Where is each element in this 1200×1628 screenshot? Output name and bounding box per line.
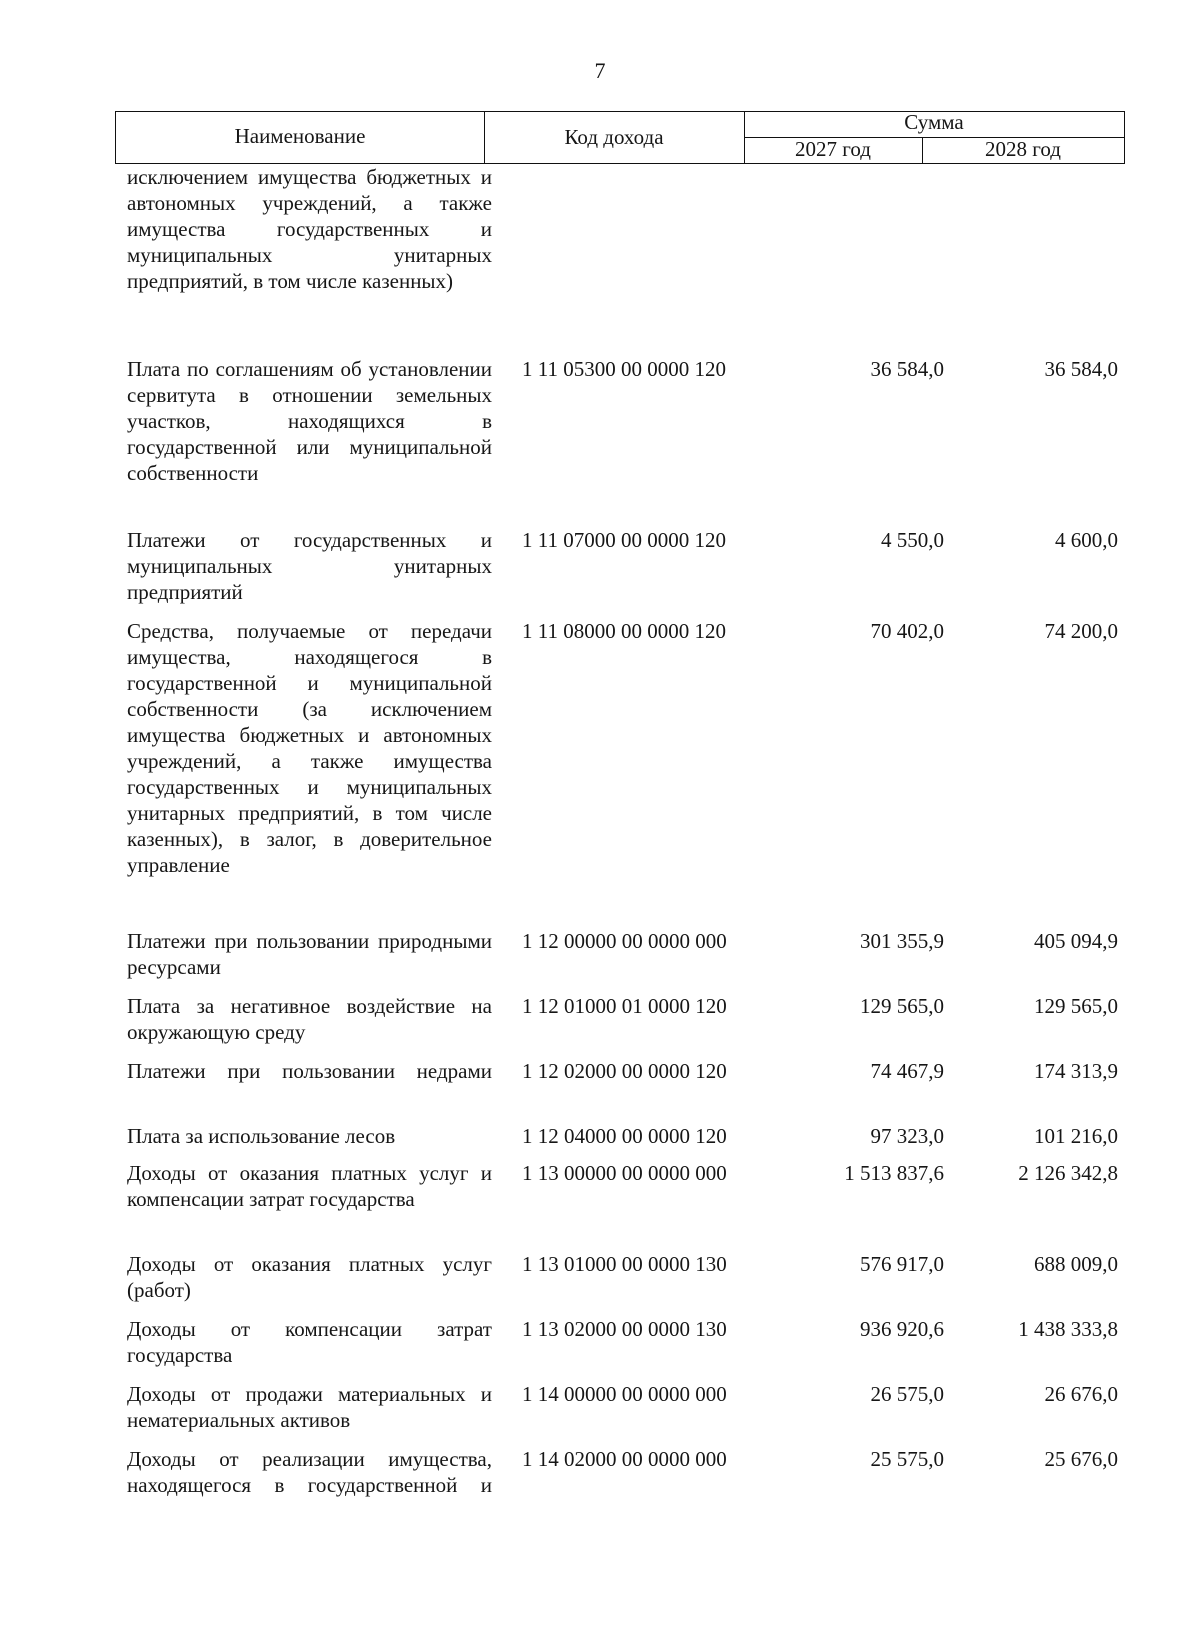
row-code: 1 12 02000 00 0000 120 (522, 1059, 727, 1083)
row-value-2028: 25 676,0 (1044, 1447, 1118, 1471)
row-name: Плата по соглашениям об установлении сервитута в отношении земельных участков, находящихся в государственной или муниципальной собственности (127, 357, 492, 485)
row-code: 1 14 02000 00 0000 000 (522, 1447, 727, 1471)
row-name: Плата за негативное воздействие на окружающую среду (127, 994, 492, 1044)
row-value-2028: 174 313,9 (1034, 1059, 1118, 1083)
row-name: Доходы от реализации имущества, находящегося в государственной и (127, 1447, 492, 1497)
row-code: 1 11 05300 00 0000 120 (522, 357, 726, 381)
row-value-2028: 129 565,0 (1034, 994, 1118, 1018)
row-value-2028: 1 438 333,8 (1018, 1317, 1118, 1341)
row-code: 1 13 00000 00 0000 000 (522, 1161, 727, 1185)
row-name: исключением имущества бюджетных и автономных учреждений, а также имущества государственных и муниципальных унитарных предприятий, в том числе казенных) (127, 165, 492, 293)
row-name: Платежи при пользовании недрами (127, 1059, 492, 1083)
row-value-2027: 25 575,0 (870, 1447, 944, 1471)
row-name: Платежи при пользовании природными ресурсами (127, 929, 492, 979)
row-value-2028: 688 009,0 (1034, 1252, 1118, 1276)
header-year-2027: 2027 год (795, 137, 871, 161)
row-value-2027: 97 323,0 (870, 1124, 944, 1148)
row-value-2027: 26 575,0 (870, 1382, 944, 1406)
row-name: Доходы от оказания платных услуг (работ) (127, 1252, 492, 1302)
row-value-2028: 101 216,0 (1034, 1124, 1118, 1148)
row-value-2028: 74 200,0 (1044, 619, 1118, 643)
header-name: Наименование (234, 124, 366, 148)
row-value-2027: 74 467,9 (870, 1059, 944, 1083)
row-value-2027: 4 550,0 (881, 528, 944, 552)
row-code: 1 11 08000 00 0000 120 (522, 619, 726, 643)
row-code: 1 14 00000 00 0000 000 (522, 1382, 727, 1406)
row-value-2027: 576 917,0 (860, 1252, 944, 1276)
header-year-2028: 2028 год (985, 137, 1061, 161)
row-value-2028: 4 600,0 (1055, 528, 1118, 552)
row-code: 1 11 07000 00 0000 120 (522, 528, 726, 552)
row-value-2027: 129 565,0 (860, 994, 944, 1018)
row-code: 1 12 04000 00 0000 120 (522, 1124, 727, 1148)
row-name: Средства, получаемые от передачи имущества, находящегося в государственной и муниципальной собственности (за исключением имущества бюджетных и автономных учреждений, а также имущества государственных и муниципальных унитарных предприятий, в том числе казенных), в залог, в доверительное управление (127, 619, 492, 877)
row-value-2027: 301 355,9 (860, 929, 944, 953)
row-name: Доходы от продажи материальных и нематериальных активов (127, 1382, 492, 1432)
row-code: 1 12 01000 01 0000 120 (522, 994, 727, 1018)
row-value-2027: 36 584,0 (870, 357, 944, 381)
row-value-2027: 936 920,6 (860, 1317, 944, 1341)
row-name: Доходы от оказания платных услуг и компенсации затрат государства (127, 1161, 492, 1211)
row-value-2027: 70 402,0 (870, 619, 944, 643)
row-name: Доходы от компенсации затрат государства (127, 1317, 492, 1367)
row-name: Плата за использование лесов (127, 1124, 396, 1148)
row-code: 1 12 00000 00 0000 000 (522, 929, 727, 953)
row-value-2028: 26 676,0 (1044, 1382, 1118, 1406)
table-header (115, 111, 1125, 164)
header-code: Код дохода (564, 125, 664, 149)
row-value-2028: 2 126 342,8 (1018, 1161, 1118, 1185)
row-code: 1 13 01000 00 0000 130 (522, 1252, 727, 1276)
row-code: 1 13 02000 00 0000 130 (522, 1317, 727, 1341)
row-value-2027: 1 513 837,6 (844, 1161, 944, 1185)
row-value-2028: 36 584,0 (1044, 357, 1118, 381)
page-number: 7 (594, 58, 606, 83)
header-sum: Сумма (904, 110, 964, 134)
row-value-2028: 405 094,9 (1034, 929, 1118, 953)
row-name: Платежи от государственных и муниципальных унитарных предприятий (127, 528, 492, 604)
